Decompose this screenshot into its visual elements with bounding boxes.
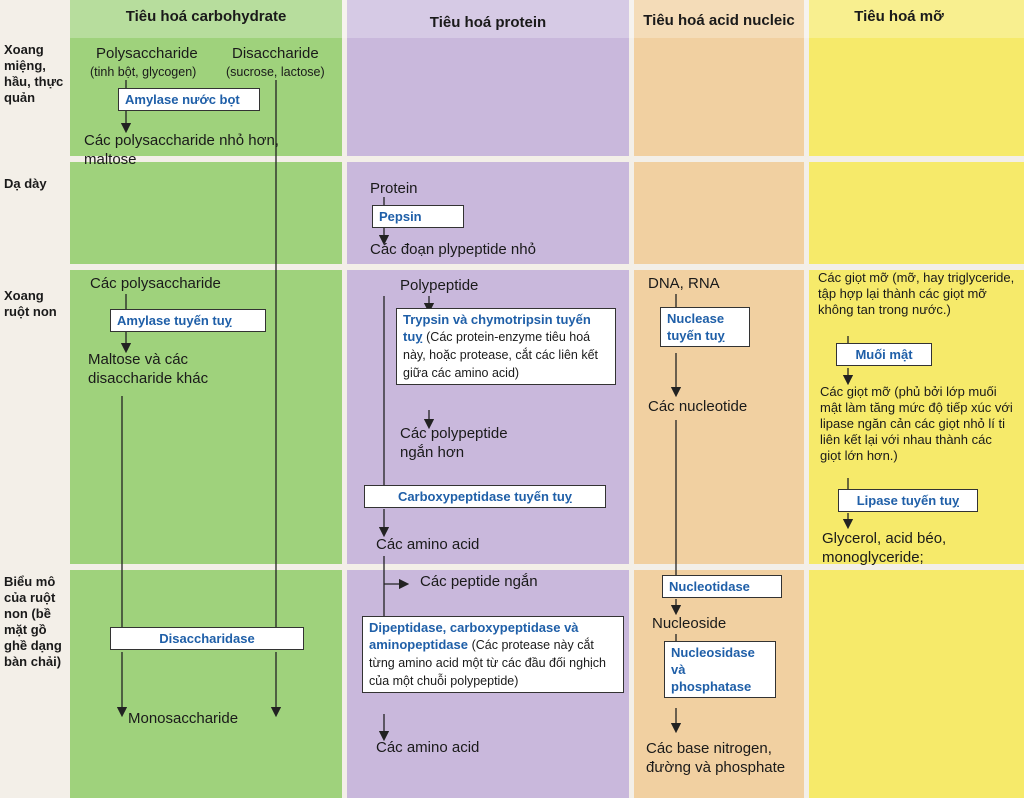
protein-small-fragments: Các đoạn plypeptide nhỏ [370, 241, 536, 258]
enzyme-dipeptidase [362, 616, 624, 693]
nucleic-bases-sugar-phosphate: Các base nitrogen, đường và phosphate [646, 740, 786, 776]
row-label-epithelium: Biểu mô của ruột non (bề mặt gồ ghề dạng bàn chải) [4, 574, 62, 669]
enzyme-nucleotidase: Nucleotidase [662, 575, 782, 598]
carb-monosaccharide: Monosaccharide [128, 710, 239, 727]
carb-polysaccharide-note: (tinh bột, glycogen) [90, 65, 197, 79]
fat-droplets: Các giọt mỡ (mỡ, hay triglyceride, tập hợp lại thành các giọt mỡ không tan trong nước.) [818, 270, 1015, 317]
nucleic-dna-rna: DNA, RNA [648, 275, 720, 292]
row-label-intestine: Xoang ruột non [4, 288, 57, 319]
enzyme-nucleosidase-phosphatase: Nucleosidase và phosphatase [664, 641, 776, 698]
enzyme-trypsin-note: (Các protein-enzyme tiêu hoá này, hoặc protease, cắt các liên kết giữa các amino acid) [403, 330, 599, 380]
header-nucleic: Tiêu hoá acid nucleic [643, 12, 795, 29]
protein-short-peptides: Các peptide ngắn [420, 573, 538, 590]
enzyme-dipeptidase-note: (Các protease này cắt từng amino acid một từ các đầu đối nghịch của một chuỗi polypeptide) [369, 638, 607, 688]
enzyme-lipase: Lipase tuyến tuỵ [838, 489, 978, 512]
carb-smaller-polysaccharides: Các polysaccharide nhỏ hơn, maltose [84, 132, 279, 168]
enzyme-carboxypeptidase: Carboxypeptidase tuyến tuỵ [364, 485, 606, 508]
protein-amino-acids-2: Các amino acid [376, 739, 480, 756]
carb-disaccharide-note: (sucrose, lactose) [226, 65, 325, 79]
protein-amino-acids-1: Các amino acid [376, 536, 480, 553]
nucleic-nucleoside: Nucleoside [652, 615, 727, 632]
header-carb: Tiêu hoá carbohydrate [125, 8, 287, 25]
fat-coated-droplets: Các giọt mỡ (phủ bởi lớp muối mật làm tăng mức độ tiếp xúc với lipase ngăn cản các giọt nhỏ lí ti liên kết lại với nhau thành các giọt lớn hơn.) [820, 384, 1013, 463]
protein-protein: Protein [370, 180, 418, 197]
row-label-mouth: Xoang miệng, hầu, thực quản [4, 42, 64, 105]
row-label-stomach: Dạ dày [4, 176, 47, 191]
carb-maltose-disaccharides: Maltose và các disaccharide khác [88, 351, 209, 387]
protein-shorter-polypeptides: Các polypeptide ngắn hơn [400, 425, 508, 461]
enzyme-pancreatic-amylase: Amylase tuyến tuỵ [110, 309, 266, 332]
enzyme-trypsin-chymotrypsin [396, 308, 616, 385]
enzyme-dipeptidase-title: Dipeptidase, carboxypeptidase và aminopeptidase [369, 620, 579, 652]
protein-polypeptide: Polypeptide [400, 277, 479, 294]
carb-disaccharide: Disaccharide [232, 45, 319, 62]
enzyme-bile-salts: Muối mật [836, 343, 932, 366]
fat-products: Glycerol, acid béo, monoglyceride; [822, 530, 947, 566]
nucleic-nucleotides: Các nucleotide [648, 398, 748, 415]
header-fat: Tiêu hoá mỡ [854, 8, 944, 25]
enzyme-pepsin: Pepsin [372, 205, 464, 228]
carb-polysaccharides: Các polysaccharide [90, 275, 221, 292]
enzyme-trypsin-title: Trypsin và chymotripsin tuyến tuỵ [403, 312, 591, 344]
enzyme-disaccharidase: Disaccharidase [110, 627, 304, 650]
enzyme-nuclease: Nuclease tuyến tuỵ [660, 307, 750, 347]
carb-polysaccharide: Polysaccharide [96, 45, 198, 62]
header-protein: Tiêu hoá protein [429, 14, 547, 31]
enzyme-salivary-amylase: Amylase nước bọt [118, 88, 260, 111]
